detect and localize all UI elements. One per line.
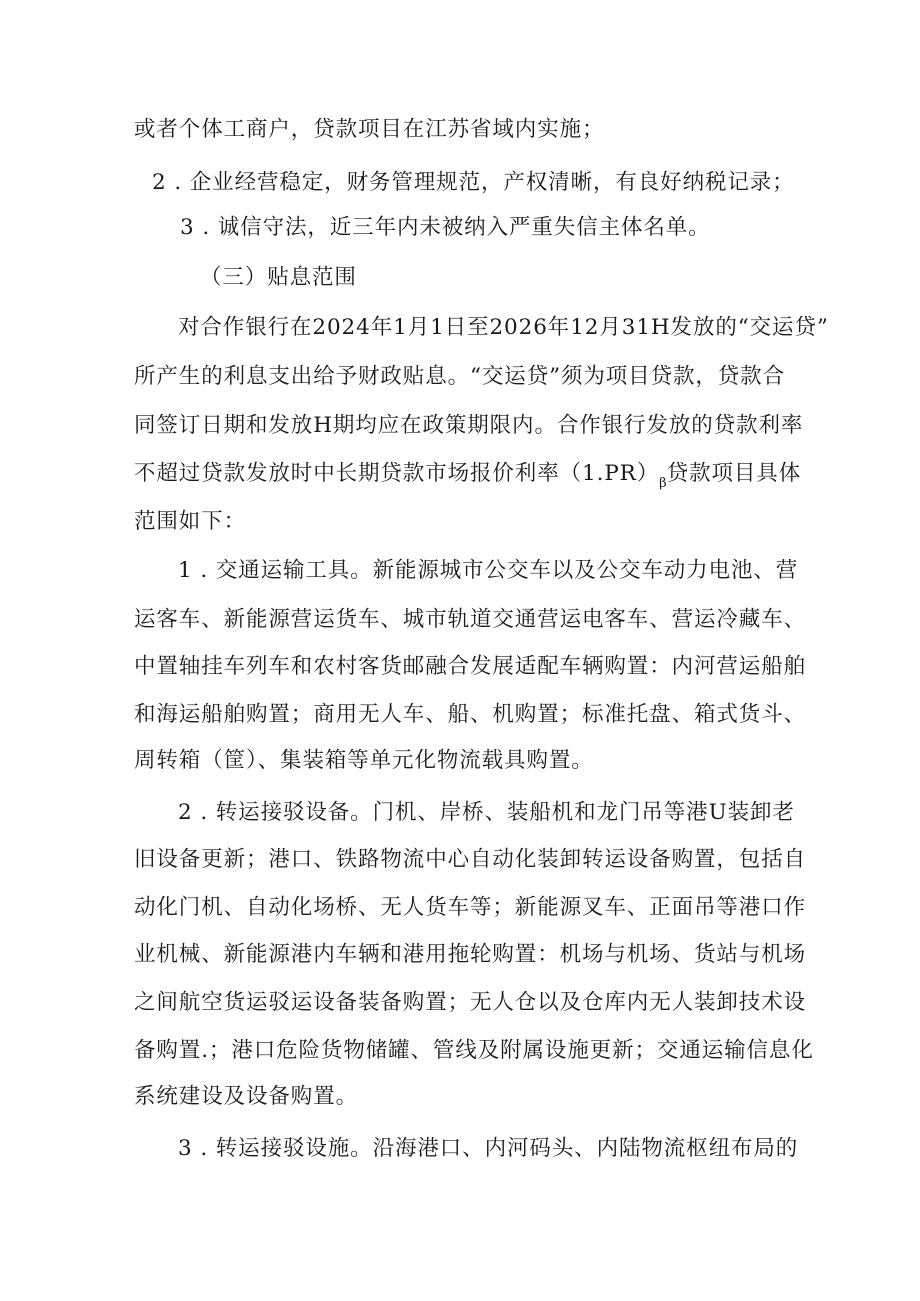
scope-line-4-text-b: 贷款项目具体 bbox=[666, 461, 802, 486]
scope-paragraph-line-5: 范围如下： bbox=[134, 509, 247, 534]
item-3-line-1: 3 . 转运接驳设施。沿海港口、内河码头、内陆物流枢纽布局的 bbox=[178, 1136, 799, 1161]
condition-3: 3 . 诚信守法，近三年内未被纳入严重失信主体名单。 bbox=[180, 215, 711, 240]
scope-paragraph-line-1: 对合作银行在2024年1月1日至2026年12月31H发放的“交运贷” bbox=[178, 315, 829, 340]
scope-line-4-text-a: 不超过贷款发放时中长期贷款市场报价利率（1.PR） bbox=[134, 461, 660, 486]
section-heading-subsidy-scope: （三）贴息范围 bbox=[200, 265, 357, 290]
item-1-line-4: 和海运船舶购置；商用无人车、船、机购置；标准托盘、箱式货斗、 bbox=[134, 702, 807, 727]
item-2-line-6: 备购置.；港口危险货物储罐、管线及附属设施更新；交通运输信息化 bbox=[134, 1038, 814, 1063]
condition-2: 2 . 企业经营稳定，财务管理规范，产权清晰，有良好纳税记录； bbox=[152, 170, 795, 195]
item-2-line-7: 系统建设及设备购置。 bbox=[134, 1084, 359, 1109]
item-2-line-3: 动化门机、自动化场桥、无人货车等；新能源叉车、正面吊等港口作 bbox=[134, 895, 807, 920]
scope-paragraph-line-2: 所产生的利息支出给予财政贴息。“交运贷”须为项目贷款，贷款合 bbox=[134, 364, 785, 389]
item-2-line-1: 2 . 转运接驳设备。门机、岸桥、装船机和龙门吊等港U装卸老 bbox=[178, 800, 795, 825]
intro-continuation-line: 或者个体工商户，贷款项目在江苏省域内实施； bbox=[134, 117, 605, 142]
scope-paragraph-line-3: 同签订日期和发放H期均应在政策期限内。合作银行发放的贷款利率 bbox=[134, 413, 804, 438]
item-1-line-5: 周转箱（筐）、集装箱等单元化物流载具购置。 bbox=[134, 748, 594, 773]
item-1-line-2: 运客车、新能源营运货车、城市轨道交通营运电客车、营运冷藏车、 bbox=[134, 607, 807, 632]
scope-paragraph-line-4 bbox=[134, 459, 801, 499]
scope-line-4-subscript: β bbox=[659, 476, 667, 491]
item-2-line-2: 旧设备更新；港口、铁路物流中心自动化装卸转运设备购置，包括自 bbox=[134, 847, 807, 872]
item-2-line-5: 之间航空货运驳运设备装备购置；无人仓以及仓库内无人装卸技术设 bbox=[134, 990, 807, 1015]
item-1-line-1: 1 . 交通运输工具。新能源城市公交车以及公交车动力电池、营 bbox=[178, 558, 799, 583]
item-1-line-3: 中置轴挂车列车和农村客货邮融合发展适配车辆购置：内河营运船舶 bbox=[134, 654, 807, 679]
item-2-line-4: 业机械、新能源港内车辆和港用拖轮购置：机场与机场、货站与机场 bbox=[134, 942, 807, 967]
